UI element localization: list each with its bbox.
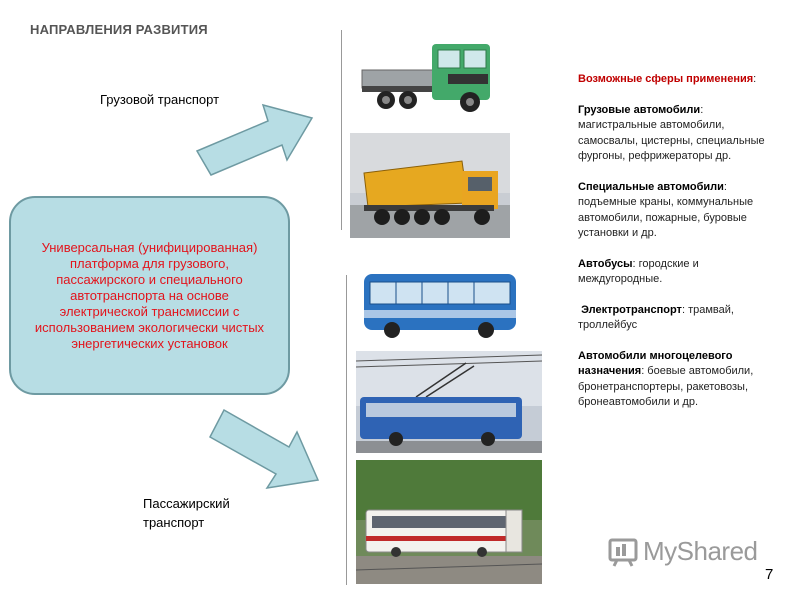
applications-title: Возможные сферы применения xyxy=(578,73,754,85)
section-multipurpose-title: Автомобили многоцелевого назначения xyxy=(578,349,733,377)
platform-description-text: Универсальная (унифицированная) платформа для грузового, пассажирского и специального автотранспорта на основе электрической трансмиссии с использованием экологически чистых энергетических установок xyxy=(34,239,265,351)
city-bus-image xyxy=(356,262,522,342)
section-multipurpose xyxy=(578,349,768,411)
section-cargo-text: : магистральные автомобили, самосвалы, цистерны, специальные фургоны, рефрижераторы др. xyxy=(578,103,765,162)
applications-title-colon: : xyxy=(753,73,757,85)
section-electric-title: Электротранспорт xyxy=(581,303,682,316)
section-cargo-title: Грузовые автомобили xyxy=(578,103,701,116)
trolleybus-image xyxy=(356,351,542,453)
section-buses xyxy=(578,257,768,288)
arrow-up-right xyxy=(197,105,312,175)
tram-image xyxy=(356,460,542,584)
page-number: 7 xyxy=(765,566,774,583)
cargo-transport-label: Грузовой транспорт xyxy=(100,92,220,107)
section-buses-text: : городские и междугородные. xyxy=(578,257,699,285)
flatbed-truck-image xyxy=(352,30,518,122)
myshared-logo[interactable] xyxy=(607,535,758,567)
applications-panel xyxy=(578,72,768,426)
passenger-bracket xyxy=(346,275,351,585)
passenger-transport-label: Пассажирский транспорт xyxy=(143,496,230,530)
section-electric-text: : трамвай, троллейбус xyxy=(578,303,734,331)
section-multipurpose-text: : боевые автомобили, бронетранспортеры, ракетовозы, бронеавтомобили и др. xyxy=(578,365,754,408)
arrow-down-right xyxy=(210,410,318,488)
platform-description-box xyxy=(9,196,290,395)
logo-icon xyxy=(607,535,639,567)
cargo-bracket xyxy=(341,30,346,230)
slide-heading: НАПРАВЛЕНИЯ РАЗВИТИЯ xyxy=(30,22,208,37)
section-electric xyxy=(578,303,768,334)
section-special xyxy=(578,180,768,242)
section-cargo xyxy=(578,103,768,165)
section-buses-title: Автобусы xyxy=(578,257,633,270)
logo-text: MyShared xyxy=(643,535,758,566)
section-special-title: Специальные автомобили xyxy=(578,180,724,193)
dump-truck-image xyxy=(350,133,510,238)
section-special-text: : подъемные краны, коммунальные автомобили, пожарные, буровые установки и др. xyxy=(578,180,754,239)
